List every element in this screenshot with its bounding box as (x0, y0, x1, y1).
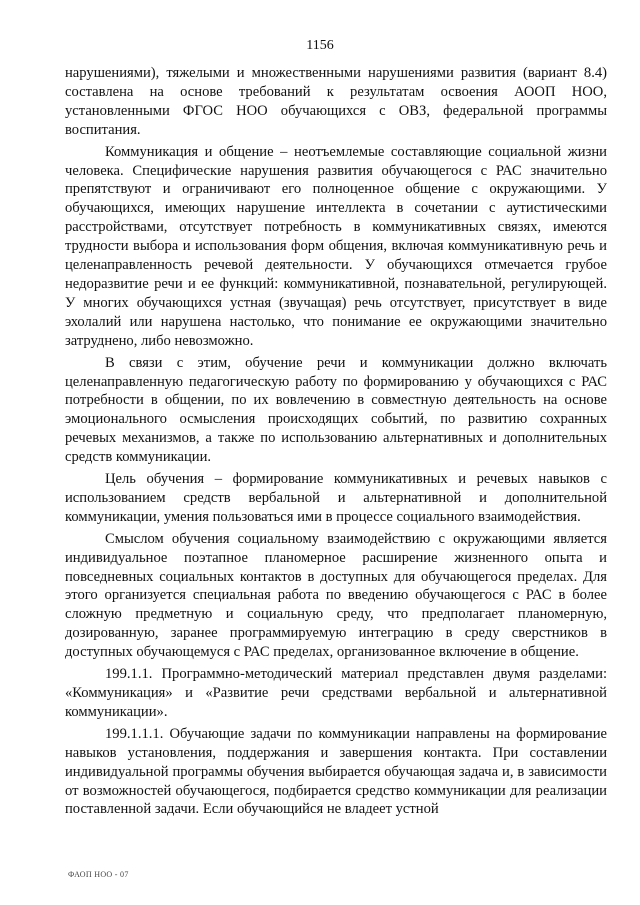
paragraph-section-199-1-1: 199.1.1. Программно-методический материал представлен двумя разделами: «Коммуникация» и «Развитие речи средствами вербальной и альтернативной коммуникации». (65, 666, 607, 720)
document-body (65, 64, 607, 822)
paragraph-social-interaction: Смыслом обучения социальному взаимодействию с окружающими является индивидуальное поэтапное планомерное расширение жизненного опыта и повседневных социальных контактов в доступных для обучающегося пределах. Для этого организуется специальная работа по введению обучающегося с РАС в более сложную предметную и социальную среду, что предполагает планомерную, дозированную, заранее программируемую интеграцию в среду сверстников в доступных обучающемуся с РАС пределах, организованное включение в общение. (65, 530, 607, 661)
page-number: 1156 (306, 38, 334, 53)
paragraph-goal: Цель обучения – формирование коммуникативных и речевых навыков с использованием средств вербальной и альтернативной и дополнительной коммуникации, умения пользоваться ими в процессе социального взаимодействия. (65, 471, 607, 525)
paragraph-continuation: нарушениями), тяжелыми и множественными нарушениями развития (вариант 8.4) составлена на основе требований к результатам освоения АООП НОО, установленными ФГОС НОО обучающихся с ОВЗ, федеральной программы воспитания. (65, 65, 607, 138)
paragraph-training: В связи с этим, обучение речи и коммуникации должно включать целенаправленную педагогическую работу по формированию у обучающихся с РАС потребности в общении, по их вовлечению в совместную деятельность на основе эмоционального осмысления происходящих событий, по развитию сохранных речевых механизмов, а также по использованию альтернативных и дополнительных средств коммуникации. (65, 354, 607, 466)
paragraph-section-199-1-1-1: 199.1.1.1. Обучающие задачи по коммуникации направлены на формирование навыков установления, поддержания и завершения контакта. При составлении индивидуальной программы обучения выбирается обучающая задача и, в зависимости от возможностей обучающегося, подбирается средство коммуникации для реализации поставленной задачи. Если обучающийся не владеет устной (65, 725, 607, 818)
footer-code: ФАОП НОО - 07 (68, 870, 129, 879)
paragraph-communication: Коммуникация и общение – неотъемлемые составляющие социальной жизни человека. Специфические нарушения развития обучающегося с РАС значительно препятствуют и ограничивают его полноценное общение с окружающими. У обучающихся, имеющих нарушение интеллекта в сочетании с аутистическими расстройствами, отсутствует потребность в коммуникативных связях, имеются трудности выбора и использования форм общения, включая коммуникативную речь и целенаправленность речевой деятельности. У обучающихся отмечается грубое недоразвитие речи и ее функций: коммуникативной, познавательной, регулирующей. У многих обучающихся устная (звучащая) речь отсутствует, присутствует в виде эхолалий или нарушена настолько, что понимание ее окружающими значительно затруднено, либо невозможно. (65, 143, 607, 349)
